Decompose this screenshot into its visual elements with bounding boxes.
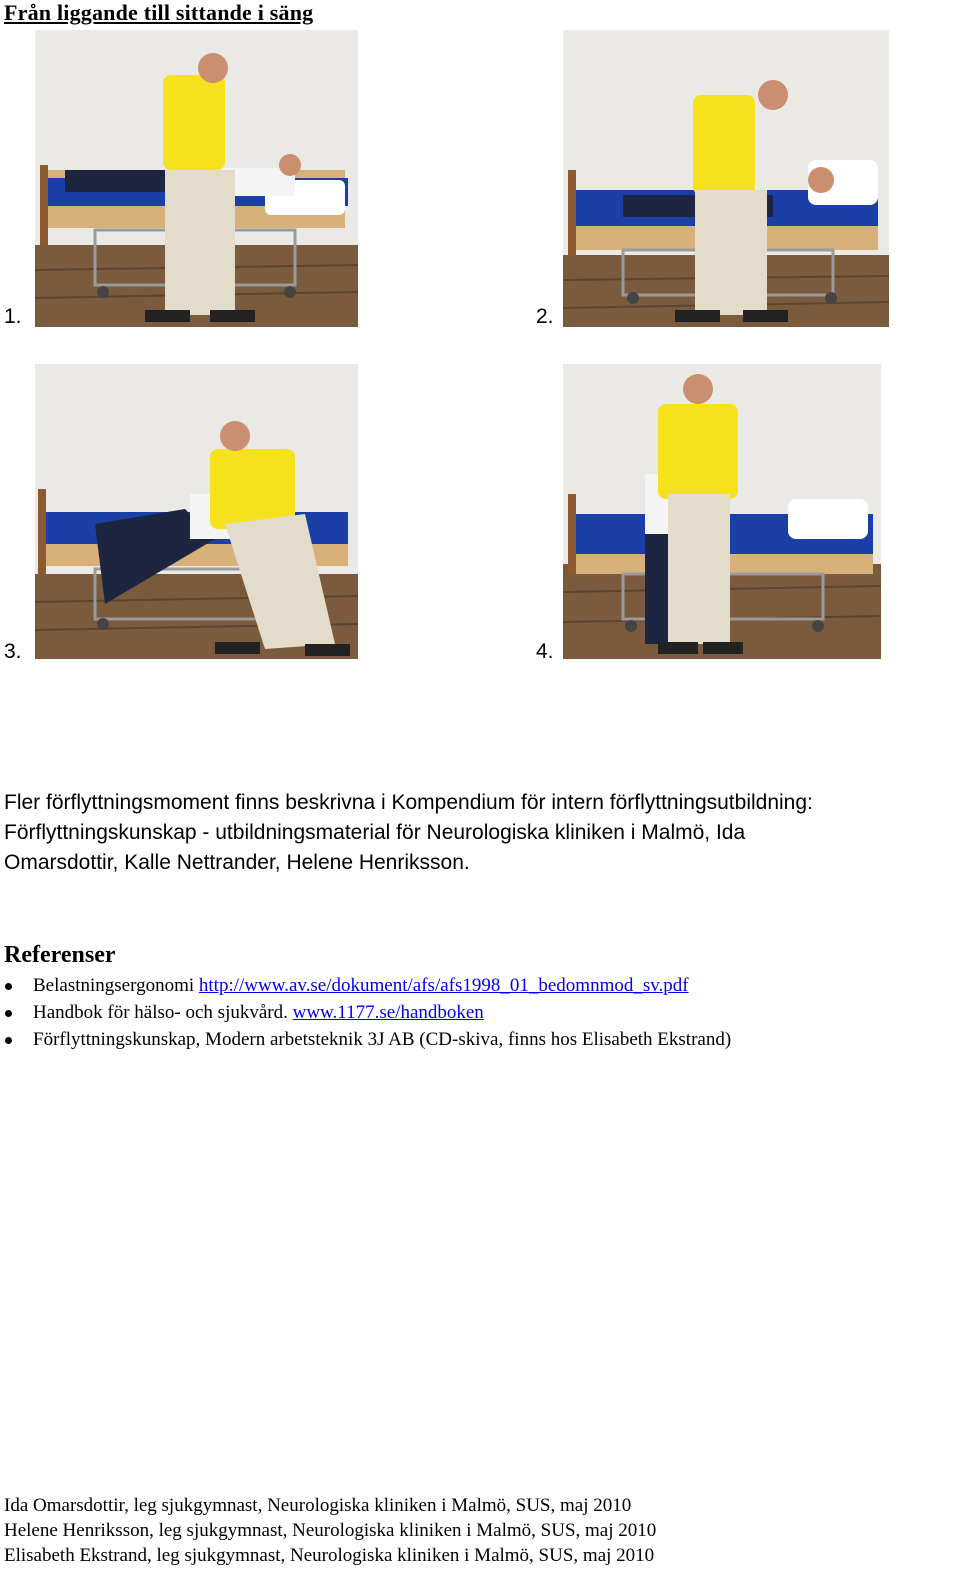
bed-transfer-illustration-2 — [563, 30, 889, 327]
page-title: Från liggande till sittande i säng — [4, 0, 314, 25]
reference-link-1[interactable]: http://www.av.se/dokument/afs/afs1998_01_bedomnmod_sv.pdf — [198, 975, 689, 996]
bed-transfer-illustration-1 — [35, 30, 358, 327]
intro-paragraph — [4, 788, 959, 878]
author-line-2: Helene Henriksson, leg sjukgymnast, Neurologiska kliniken i Malmö, SUS, maj 2010 — [4, 1520, 657, 1541]
reference-link-2[interactable]: www.1177.se/handboken — [292, 1002, 484, 1023]
author-line-1: Ida Omarsdottir, leg sjukgymnast, Neurologiska kliniken i Malmö, SUS, maj 2010 — [4, 1495, 632, 1516]
author-footer — [4, 1493, 656, 1568]
reference-text-3: Förflyttningskunskap, Modern arbetsteknik 3J AB (CD-skiva, finns hos Elisabeth Ekstrand) — [33, 1029, 732, 1050]
bed-transfer-illustration-4 — [563, 364, 881, 659]
step-number-1: 1. — [4, 305, 22, 328]
reference-text-2: Handbok för hälso- och sjukvård. — [33, 1002, 293, 1023]
reference-item-1 — [0, 972, 960, 999]
step-number-2: 2. — [536, 305, 554, 328]
bullet-icon — [5, 1010, 12, 1017]
references-heading: Referenser — [4, 942, 116, 968]
bed-transfer-illustration-3 — [35, 364, 358, 659]
reference-item-3 — [0, 1026, 960, 1053]
bullet-icon — [5, 983, 12, 990]
step-number-4: 4. — [536, 640, 554, 663]
author-line-3: Elisabeth Ekstrand, leg sjukgymnast, Neurologiska kliniken i Malmö, SUS, maj 2010 — [4, 1545, 655, 1566]
photo-step-2 — [563, 30, 889, 327]
intro-line-2: Förflyttningskunskap - utbildningsmaterial för Neurologiska kliniken i Malmö, Ida — [4, 821, 746, 844]
references-list — [0, 972, 960, 1053]
intro-line-1: Fler förflyttningsmoment finns beskrivna i Kompendium för intern förflyttningsutbildning: — [4, 791, 813, 814]
photo-step-3 — [35, 364, 358, 659]
photo-step-4 — [563, 364, 881, 659]
bullet-icon — [5, 1037, 12, 1044]
photo-step-1 — [35, 30, 358, 327]
intro-line-3: Omarsdottir, Kalle Nettrander, Helene Henriksson. — [4, 851, 470, 874]
reference-item-2 — [0, 999, 960, 1026]
step-number-3: 3. — [4, 640, 22, 663]
reference-text-1: Belastningsergonomi — [33, 975, 199, 996]
